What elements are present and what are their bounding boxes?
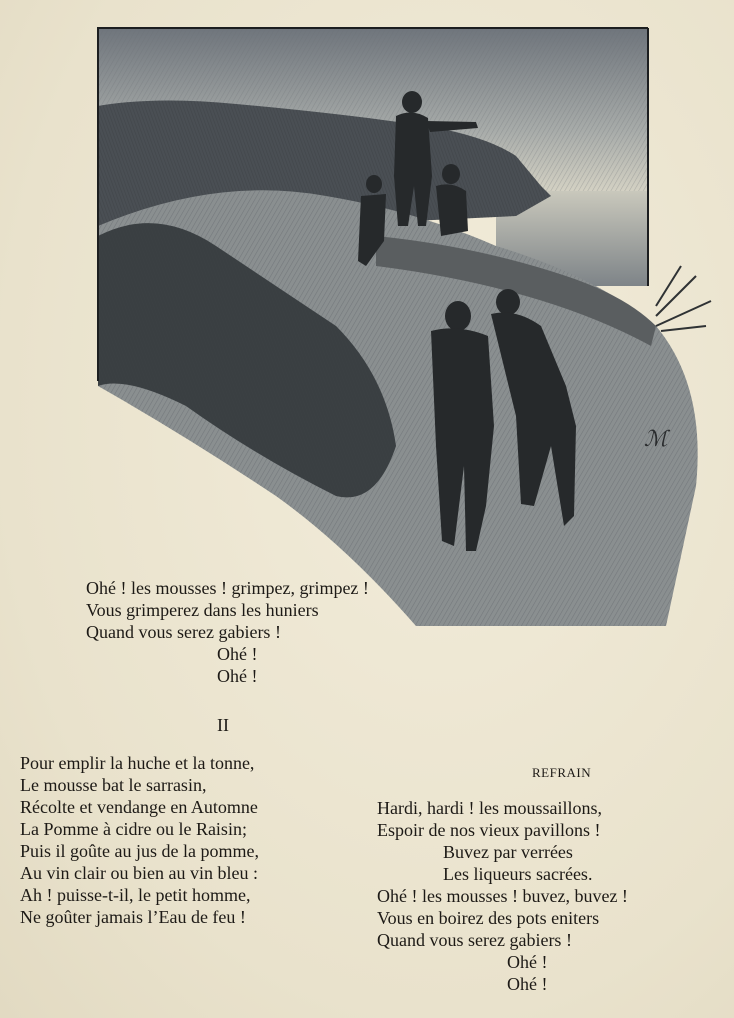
section-numeral: II xyxy=(217,715,229,735)
refrain-line: Espoir de nos vieux pavillons ! xyxy=(377,820,601,840)
stanza-left-column xyxy=(20,752,259,928)
engraving-image xyxy=(96,26,716,626)
refrain-line: Hardi, hardi ! les moussaillons, xyxy=(377,798,602,818)
verse-line: Le mousse bat le sarrasin, xyxy=(20,775,207,795)
refrain-call: Ohé ! xyxy=(507,974,548,994)
refrain-column xyxy=(377,797,628,995)
refrain-line: Vous en boirez des pots eniters xyxy=(377,908,600,928)
verse-line: La Pomme à cidre ou le Raisin; xyxy=(20,819,247,839)
verse-call: Ohé ! xyxy=(217,666,258,686)
svg-text:ℳ: ℳ xyxy=(644,426,668,451)
refrain-line: Ohé ! les mousses ! buvez, buvez ! xyxy=(377,886,628,906)
verse-line: Récolte et vendange en Automne xyxy=(20,797,258,817)
verse-line: Vous grimperez dans les huniers xyxy=(86,600,319,620)
verse-line: Pour emplir la huche et la tonne, xyxy=(20,753,255,773)
verse-first-stanza xyxy=(86,577,369,687)
verse-line: Ohé ! les mousses ! grimpez, grimpez ! xyxy=(86,578,369,598)
refrain-line: Buvez par verrées xyxy=(443,842,573,862)
verse-line: Quand vous serez gabiers ! xyxy=(86,622,281,642)
verse-line: Ne goûter jamais l’Eau de feu ! xyxy=(20,907,246,927)
verse-line: Ah ! puisse-t-il, le petit homme, xyxy=(20,885,251,905)
refrain-line: Quand vous serez gabiers ! xyxy=(377,930,572,950)
refrain-heading: REFRAIN xyxy=(532,765,592,780)
verse-line: Puis il goûte au jus de la pomme, xyxy=(20,841,259,861)
refrain-line: Les liqueurs sacrées. xyxy=(443,864,593,884)
engraving-illustration xyxy=(96,26,716,626)
verse-line: Au vin clair ou bien au vin bleu : xyxy=(20,863,258,883)
refrain-call: Ohé ! xyxy=(507,952,548,972)
verse-call: Ohé ! xyxy=(217,644,258,664)
